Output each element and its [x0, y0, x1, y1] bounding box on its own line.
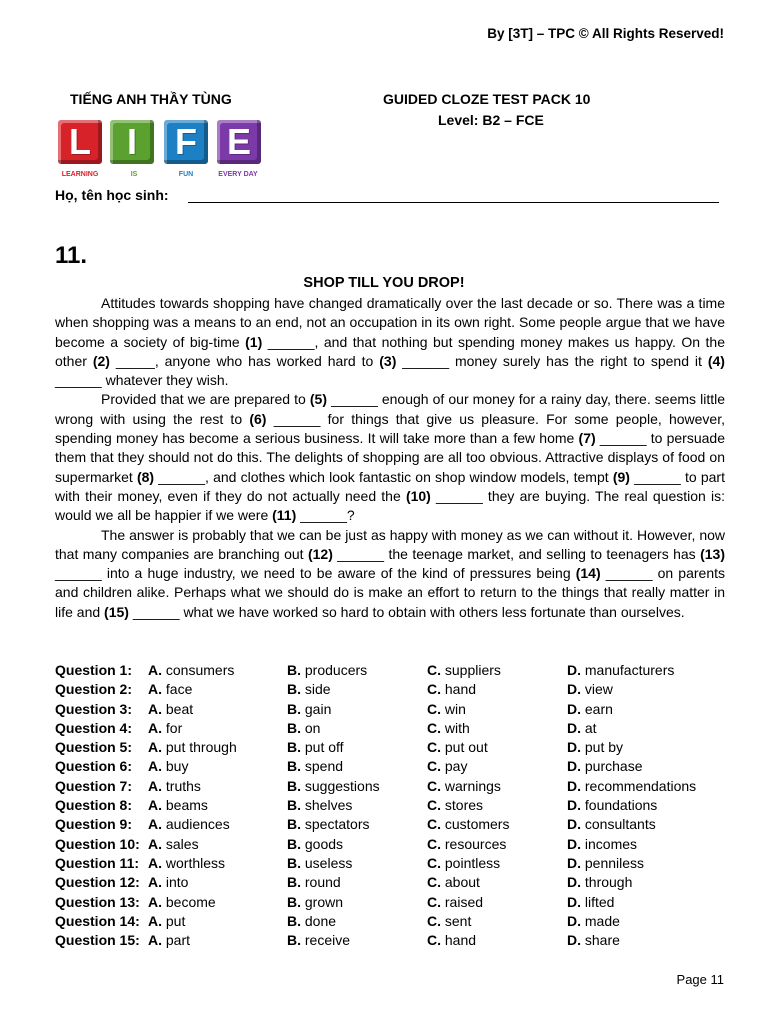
option-text: put by [584, 739, 624, 756]
option-letter: B. [287, 681, 301, 698]
option-c[interactable] [427, 873, 567, 892]
option-letter: D. [567, 719, 581, 736]
passage-text: ______ money surely has the right to spend it [396, 352, 708, 369]
option-text: on [304, 719, 321, 736]
passage-text: The answer is probably that we can be just as happy with money as we can without it. However, now that many companies are branching out [55, 526, 725, 562]
question-label: Question 3: [55, 700, 133, 717]
option-text: incomes [584, 835, 638, 852]
option-c[interactable] [427, 796, 567, 815]
option-letter: A. [148, 912, 162, 929]
option-c[interactable] [427, 931, 567, 950]
question-row [55, 931, 735, 950]
question-label: Question 11: [55, 854, 140, 871]
option-b[interactable] [287, 912, 427, 931]
student-name-label: Họ, tên học sinh: [55, 187, 169, 203]
option-b[interactable] [287, 835, 427, 854]
life-logo [58, 117, 263, 182]
blank-number: (9) [612, 468, 630, 485]
option-text: penniless [584, 854, 645, 871]
option-d[interactable] [567, 757, 735, 776]
option-letter: D. [567, 854, 581, 871]
option-text: hand [444, 681, 477, 698]
option-text: recommendations [584, 777, 697, 794]
option-letter: B. [287, 797, 301, 814]
option-letter: C. [427, 797, 441, 814]
option-letter: A. [148, 816, 162, 833]
passage-text: ______ into a huge industry, we need to be aware of the kind of pressures being [55, 565, 576, 582]
paragraph [55, 526, 725, 622]
option-letter: B. [287, 912, 301, 929]
option-text: receive [304, 932, 351, 949]
logo-caption: IS [130, 171, 138, 178]
option-text: about [444, 874, 480, 891]
option-c[interactable] [427, 757, 567, 776]
option-b[interactable] [287, 854, 427, 873]
option-text: round [304, 874, 341, 891]
question-label: Question 5: [55, 739, 133, 756]
passage-text: _____, anyone who has worked hard to [109, 352, 380, 369]
option-text: into [165, 874, 189, 891]
option-letter: C. [427, 932, 441, 949]
option-a[interactable] [148, 796, 287, 815]
option-letter: C. [427, 816, 441, 833]
option-text: lifted [584, 893, 615, 910]
option-text: consultants [584, 816, 656, 833]
blank-number: (13) [700, 545, 726, 562]
school-name: TIẾNG ANH THẦY TÙNG [70, 91, 232, 107]
option-text: beat [165, 700, 194, 717]
option-letter: B. [287, 932, 301, 949]
question-row [55, 796, 735, 815]
option-text: beams [165, 797, 208, 814]
option-d[interactable] [567, 661, 735, 680]
option-d[interactable] [567, 815, 735, 834]
question-row [55, 738, 735, 757]
option-text: worthless [165, 854, 226, 871]
option-letter: C. [427, 912, 441, 929]
option-text: for [165, 719, 183, 736]
option-a[interactable] [148, 700, 287, 719]
option-letter: B. [287, 662, 301, 678]
option-text: hand [444, 932, 477, 949]
option-text: suggestions [304, 777, 380, 794]
blank-number: (3) [379, 352, 397, 369]
option-a[interactable] [148, 719, 287, 738]
question-label: Question 7: [55, 777, 133, 794]
option-text: at [584, 719, 597, 736]
option-letter: C. [427, 777, 441, 794]
option-letter: D. [567, 912, 581, 929]
option-letter: C. [427, 758, 441, 775]
option-c[interactable] [427, 777, 567, 796]
option-text: consumers [165, 662, 235, 678]
option-text: earn [584, 700, 613, 717]
option-letter: A. [148, 932, 162, 949]
option-letter: C. [427, 835, 441, 852]
option-c[interactable] [427, 835, 567, 854]
passage-text: ______ on parents and children alike. Perhaps what we should do is make an effort to return to the things that really matter in life and [55, 565, 726, 620]
option-letter: A. [148, 797, 162, 814]
option-text: customers [444, 816, 510, 833]
option-c[interactable] [427, 815, 567, 834]
passage-text: ______, and clothes which look fantastic on shop window models, tempt [154, 468, 613, 485]
exercise-number: 11. [55, 242, 88, 269]
option-letter: D. [567, 739, 581, 756]
option-letter: C. [427, 854, 441, 871]
option-d[interactable] [567, 854, 735, 873]
question-row [55, 700, 735, 719]
option-letter: B. [287, 893, 301, 910]
blank-number: (1) [245, 333, 263, 350]
option-text: sent [444, 912, 472, 929]
passage-text: ______ whatever they wish. [55, 372, 229, 389]
question-row [55, 854, 735, 873]
option-text: useless [304, 854, 353, 871]
option-c[interactable] [427, 912, 567, 931]
option-letter: D. [567, 700, 581, 717]
option-text: put through [165, 739, 237, 756]
logo-tile-i [110, 120, 154, 164]
option-letter: B. [287, 816, 301, 833]
option-c[interactable] [427, 854, 567, 873]
page-number: Page 11 [676, 972, 724, 987]
option-c[interactable] [427, 719, 567, 738]
question-row [55, 757, 735, 776]
option-c[interactable] [427, 738, 567, 757]
passage-text: ______ what we have worked so hard to obtain with others less fortunate than ourselves. [128, 603, 685, 620]
logo-letter: I [126, 121, 137, 162]
blank-number: (6) [249, 410, 267, 427]
option-letter: B. [287, 835, 301, 852]
option-text: spend [304, 758, 344, 775]
option-letter: D. [567, 932, 581, 949]
student-name-field[interactable] [188, 202, 719, 203]
option-text: done [304, 912, 337, 929]
blank-number: (11) [272, 507, 297, 524]
option-b[interactable] [287, 757, 427, 776]
option-letter: A. [148, 681, 162, 698]
question-label: Question 12: [55, 874, 140, 891]
option-letter: B. [287, 777, 301, 794]
option-b[interactable] [287, 700, 427, 719]
option-letter: A. [148, 662, 162, 678]
option-a[interactable] [148, 873, 287, 892]
blank-number: (10) [405, 487, 431, 504]
option-b[interactable] [287, 873, 427, 892]
option-letter: D. [567, 681, 581, 698]
option-letter: A. [148, 758, 162, 775]
option-letter: C. [427, 874, 441, 891]
logo-caption: LEARNING [61, 171, 99, 178]
option-letter: D. [567, 816, 581, 833]
options-table [55, 661, 735, 950]
passage-text: ______ to persuade them that they should not do this. The delights of shopping are all too obvious. Attractive displays of food on supermarket [55, 430, 725, 485]
logo-letter: F [175, 121, 197, 162]
question-label: Question 15: [55, 932, 140, 949]
option-letter: A. [148, 893, 162, 910]
option-text: grown [304, 893, 344, 910]
option-a[interactable] [148, 738, 287, 757]
option-text: buy [165, 758, 189, 775]
option-text: share [584, 932, 620, 949]
passage-title: SHOP TILL YOU DROP! [303, 275, 465, 291]
option-letter: C. [427, 719, 441, 736]
passage-text: ______ for things that give us pleasure. For some people, however, spending money has become a serious business. It will take more than a few home [55, 410, 726, 447]
option-d[interactable] [567, 700, 735, 719]
option-b[interactable] [287, 893, 427, 912]
option-text: view [584, 681, 613, 698]
passage-text: ______ to part with their money, even if they do not actually need the [55, 468, 725, 504]
option-d[interactable] [567, 893, 735, 912]
option-text: foundations [584, 797, 658, 814]
blank-number: (15) [104, 603, 129, 620]
option-a[interactable] [148, 815, 287, 834]
option-d[interactable] [567, 931, 735, 950]
logo-caption: EVERY DAY [218, 171, 258, 178]
option-text: goods [304, 835, 344, 852]
option-c[interactable] [427, 661, 567, 680]
option-letter: A. [148, 777, 162, 794]
passage-text: Provided that we are prepared to [101, 391, 310, 408]
option-letter: D. [567, 662, 581, 678]
option-b[interactable] [287, 661, 427, 680]
option-text: with [444, 719, 470, 736]
option-letter: D. [567, 835, 581, 852]
option-text: put off [304, 739, 344, 756]
question-label: Question 9: [55, 816, 133, 833]
option-a[interactable] [148, 893, 287, 912]
blank-number: (5) [309, 391, 327, 408]
option-d[interactable] [567, 738, 735, 757]
question-label: Question 2: [55, 681, 133, 698]
option-letter: C. [427, 700, 441, 717]
question-label: Question 8: [55, 797, 133, 814]
blank-number: (2) [92, 352, 110, 369]
option-text: through [584, 874, 633, 891]
option-letter: C. [427, 739, 441, 756]
option-text: pointless [444, 854, 501, 871]
blank-number: (7) [578, 430, 596, 447]
option-text: raised [444, 893, 484, 910]
option-text: made [584, 912, 620, 929]
question-row [55, 873, 735, 892]
logo-tile-e [217, 120, 261, 164]
passage [55, 294, 725, 622]
option-letter: B. [287, 739, 301, 756]
option-letter: A. [148, 874, 162, 891]
passage-text: ______, and that nothing but spending money makes us happy. On the other [55, 333, 725, 369]
option-letter: A. [148, 835, 162, 852]
option-letter: B. [287, 854, 301, 871]
option-letter: A. [148, 700, 162, 717]
passage-text: ______? [296, 507, 355, 524]
option-b[interactable] [287, 719, 427, 738]
option-letter: B. [287, 874, 301, 891]
logo-letter: L [69, 121, 91, 162]
option-letter: D. [567, 893, 581, 910]
option-text: side [304, 681, 331, 698]
question-row [55, 719, 735, 738]
passage-text: ______ they are buying. The real question is: would we all be happier if we were [55, 487, 726, 524]
question-label: Question 13: [55, 893, 140, 910]
logo-caption: FUN [178, 171, 194, 178]
option-text: put out [444, 739, 488, 756]
paragraph [55, 390, 725, 525]
option-b[interactable] [287, 738, 427, 757]
option-c[interactable] [427, 680, 567, 699]
option-text: warnings [444, 777, 501, 794]
option-a[interactable] [148, 854, 287, 873]
option-text: put [165, 912, 186, 929]
option-letter: C. [427, 893, 441, 910]
question-row [55, 815, 735, 834]
option-text: producers [304, 662, 368, 678]
option-letter: D. [567, 874, 581, 891]
option-text: sales [165, 835, 199, 852]
option-b[interactable] [287, 777, 427, 796]
option-text: suppliers [444, 662, 501, 678]
question-label: Question 1: [55, 662, 133, 678]
question-row [55, 912, 735, 931]
option-letter: B. [287, 719, 301, 736]
blank-number: (8) [136, 468, 155, 485]
paragraph [55, 294, 725, 390]
passage-text: Attitudes towards shopping have changed dramatically over the last decade or so. There was a time when shopping was a means to an end, not an occupation in its own right. Some people argue that we have become a society of big-time [55, 295, 725, 350]
option-a[interactable] [148, 835, 287, 854]
option-text: resources [444, 835, 507, 852]
passage-text: ______ the teenage market, and selling to teenagers has [332, 545, 701, 562]
option-d[interactable] [567, 835, 735, 854]
blank-number: (12) [307, 545, 333, 562]
passage-text: ______ enough of our money for a rainy day, there. seems little wrong with using the rest to [55, 391, 725, 427]
option-a[interactable] [148, 661, 287, 680]
option-a[interactable] [148, 912, 287, 931]
option-a[interactable] [148, 931, 287, 950]
option-a[interactable] [148, 757, 287, 776]
option-text: stores [444, 797, 484, 814]
question-row [55, 777, 735, 796]
question-row [55, 680, 735, 699]
option-letter: A. [148, 739, 162, 756]
option-letter: D. [567, 777, 581, 794]
option-d[interactable] [567, 796, 735, 815]
pack-title: GUIDED CLOZE TEST PACK 10 [383, 91, 591, 107]
question-label: Question 10: [55, 835, 140, 852]
option-text: audiences [165, 816, 230, 833]
blank-number: (4) [707, 352, 725, 369]
level-label: Level: B2 – FCE [438, 112, 544, 128]
option-letter: B. [287, 758, 301, 775]
option-text: part [165, 932, 191, 949]
option-d[interactable] [567, 912, 735, 931]
option-text: truths [165, 777, 201, 794]
option-b[interactable] [287, 796, 427, 815]
option-text: purchase [584, 758, 643, 775]
option-text: pay [444, 758, 468, 775]
option-text: gain [304, 700, 332, 717]
option-b[interactable] [287, 815, 427, 834]
option-a[interactable] [148, 680, 287, 699]
option-letter: C. [427, 681, 441, 698]
option-text: manufacturers [584, 662, 675, 678]
option-text: shelves [304, 797, 353, 814]
option-letter: D. [567, 797, 581, 814]
copyright-notice: By [3T] – TPC © All Rights Reserved! [487, 26, 724, 41]
logo-tile-f [164, 120, 208, 164]
question-row [55, 835, 735, 854]
logo-tile-l [58, 120, 102, 164]
option-b[interactable] [287, 931, 427, 950]
option-letter: A. [148, 719, 162, 736]
question-row [55, 661, 735, 680]
option-letter: A. [148, 854, 162, 871]
option-text: become [165, 893, 216, 910]
logo-letter: E [226, 121, 251, 162]
option-text: face [165, 681, 193, 698]
question-label: Question 4: [55, 719, 133, 736]
option-d[interactable] [567, 873, 735, 892]
option-letter: D. [567, 758, 581, 775]
option-letter: C. [427, 662, 441, 678]
option-a[interactable] [148, 777, 287, 796]
option-b[interactable] [287, 680, 427, 699]
question-label: Question 6: [55, 758, 133, 775]
option-c[interactable] [427, 893, 567, 912]
option-d[interactable] [567, 680, 735, 699]
option-text: win [444, 700, 466, 717]
question-label: Question 14: [55, 912, 140, 929]
option-d[interactable] [567, 719, 735, 738]
question-row [55, 893, 735, 912]
option-d[interactable] [567, 777, 735, 796]
blank-number: (14) [575, 565, 601, 582]
option-text: spectators [304, 816, 370, 833]
option-letter: B. [287, 700, 301, 717]
option-c[interactable] [427, 700, 567, 719]
